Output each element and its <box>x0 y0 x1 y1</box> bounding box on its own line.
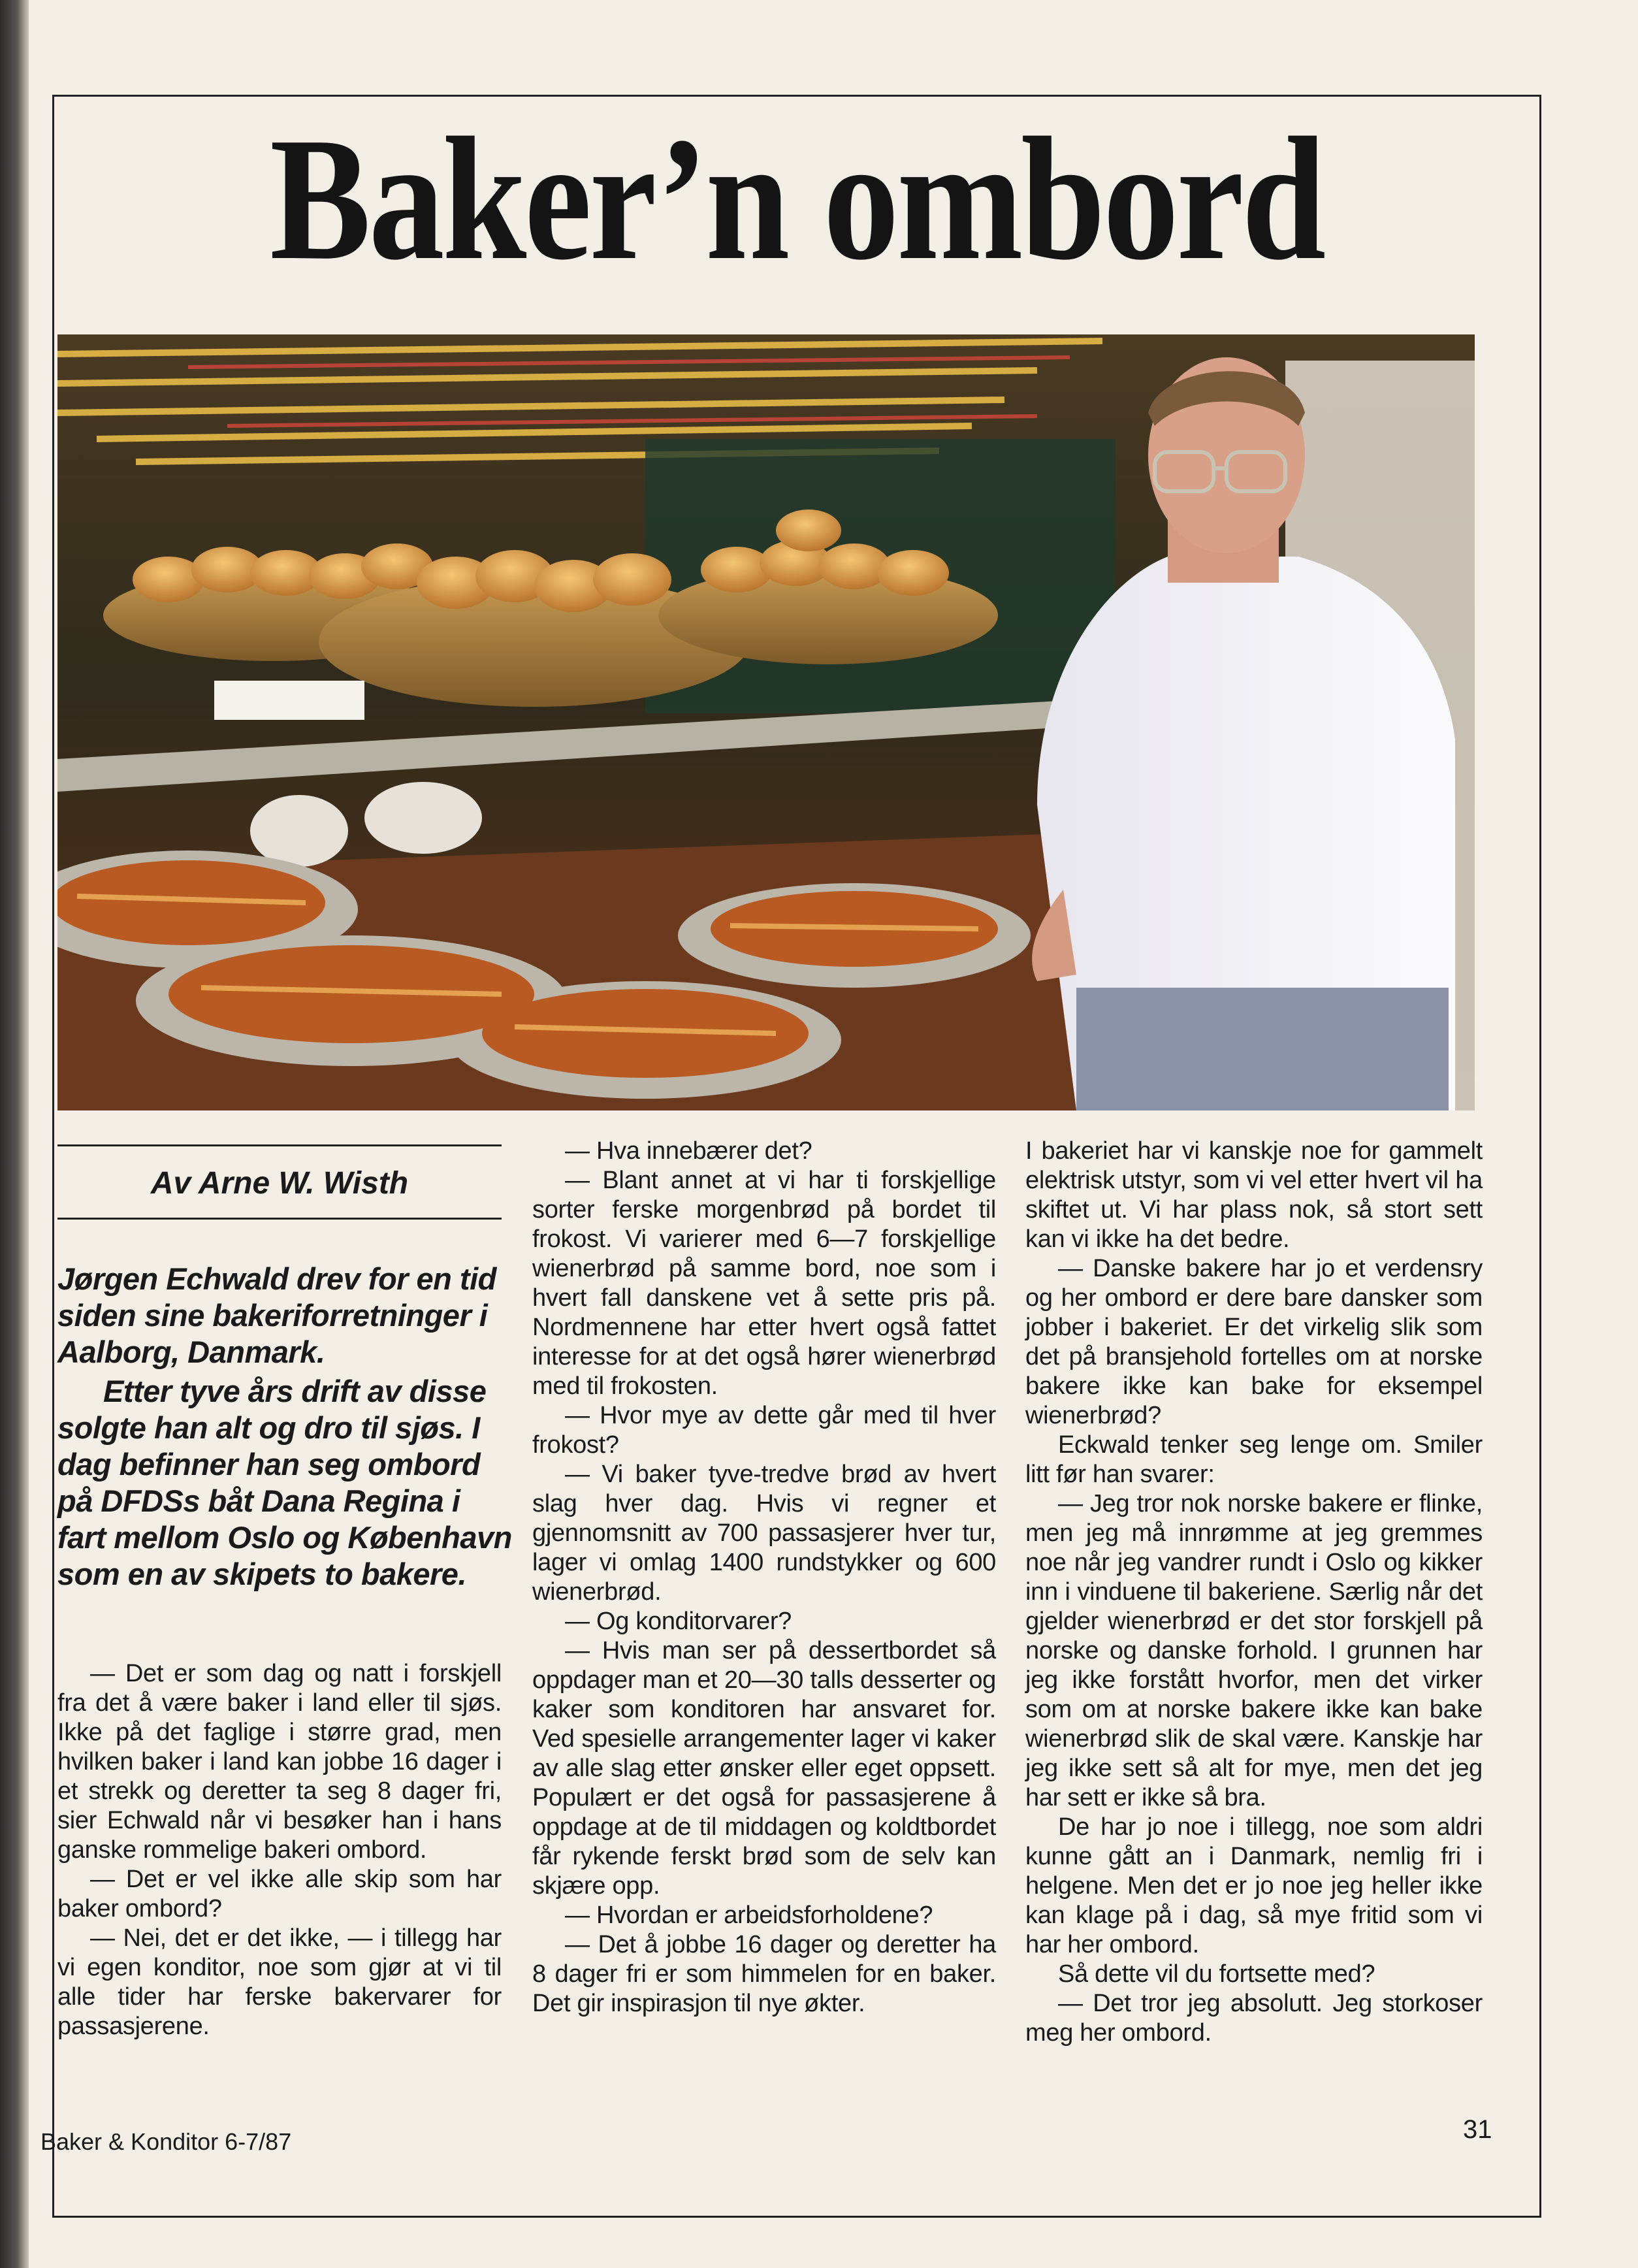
headline: Baker’n ombord <box>270 101 1324 297</box>
paragraph: Så dette vil du fortsette med? <box>1058 1960 1375 1988</box>
byline: Av Arne W. Wisth <box>150 1166 409 1201</box>
publication-footer: Baker & Konditor 6-7/87 <box>40 2128 292 2155</box>
paragraph: — Hva innebærer det? <box>565 1137 812 1165</box>
column-2 <box>532 1137 996 2018</box>
paragraph: I bakeriet har vi kanskje noe for gammelt elektrisk utstyr, som vi vel etter hvert vil ha skiftet ut. Vi har plass nok, så stort sett kan vi ikke ha det bedre. <box>1025 1137 1483 1253</box>
paragraph: — Jeg tror nok norske bakere er flinke, men jeg må innrømme at jeg gremmes noe når jeg vandrer rundt i Oslo og kikker inn i vinduene til bakeriene. Særlig når det gjelder wienerbrød er det stor forskjell på norske og danske forhold. I grunnen har jeg ikke forstått hvorfor, men det virker som om at norske bakere ikke kan bake wienerbrød slik de skal være. Kanskje har jeg ikke sett så alt for mye, men det jeg har sett er ikke så bra. <box>1025 1490 1483 1811</box>
lead-part-1: Jørgen Echwald drev for en tid siden sine bakeriforretninger i Aalborg, Danmark. <box>57 1261 496 1369</box>
paragraph: — Hvis man ser på dessertbordet så oppdager man et 20—30 talls desserter og kaker som konditoren har ansvaret for. Ved spesielle arrangementer lager vi kaker av alle slag etter ønsker eller eget oppsett. Populært er det også for passasjerene å oppdage at de til middagen og koldtbordet får rykende ferskt brød som de selv kan skjære opp. <box>532 1637 996 1900</box>
paragraph: — Det tror jeg absolutt. Jeg storkoser meg her ombord. <box>1025 1990 1483 2047</box>
paragraph: — Hvor mye av dette går med til hver frokost? <box>532 1402 996 1459</box>
paragraph: Eckwald tenker seg lenge om. Smiler litt før han svarer: <box>1025 1431 1483 1488</box>
paragraph: — Blant annet at vi har ti forskjellige sorter ferske morgenbrød på bordet til frokost. Vi varierer med 6—7 forskjellige wienerbrød på samme bord, noe som i hvert fall danskene vet å sette pris på. Nordmennene har etter hvert også fattet interesse for at det også hører wienerbrød med til frokosten. <box>532 1167 996 1400</box>
paragraph: — Det er vel ikke alle skip som har baker ombord? <box>57 1866 502 1922</box>
page-binding-edge <box>0 0 29 2268</box>
paragraph: — Og konditorvarer? <box>565 1608 792 1635</box>
byline-rule-bottom <box>57 1218 502 1220</box>
photo-baker-buffet-icon <box>57 334 1475 1110</box>
article-photo <box>57 334 1475 1110</box>
page-number: 31 <box>1463 2115 1492 2144</box>
paragraph: — Hvordan er arbeidsforholdene? <box>565 1902 933 1929</box>
byline-rule-top <box>57 1144 502 1146</box>
paragraph: — Vi baker tyve-tredve brød av hvert slag hver dag. Hvis vi regner et gjennomsnitt av 700 passasjerer hver tur, lager vi omlag 1400 rundstykker og 600 wienerbrød. <box>532 1461 996 1606</box>
lead-part-2: Etter tyve års drift av disse solgte han alt og dro til sjøs. I dag befinner han seg ombord på DFDSs båt Dana Regina i fart mellom Oslo og København som en av skipets to bakere. <box>57 1374 512 1591</box>
paragraph: — Danske bakere har jo et verdensry og her ombord er dere bare dansker som jobber i bakeriet. Er det virkelig slik som det på bransjehold fortelles om at norske bakere ikke kan bake for eksempel wienerbrød? <box>1025 1255 1483 1429</box>
paragraph: — Det er som dag og natt i forskjell fra det å være baker i land eller til sjøs. Ikke på det faglige i større grad, men hvilken baker i land kan jobbe 16 dager i et strekk og deretter ta seg 8 dager fri, sier Echwald når vi besøker han i hans ganske rommelige bakeri ombord. <box>57 1660 502 1864</box>
lead-paragraph <box>57 1261 515 1595</box>
column-3 <box>1025 1137 1483 2048</box>
column-1 <box>57 1659 502 2041</box>
paragraph: — Nei, det er det ikke, — i tillegg har vi egen konditor, noe som gjør at vi til alle tider har ferske bakervarer for passasjerene. <box>57 1924 502 2040</box>
paragraph: — Det å jobbe 16 dager og deretter ha 8 dager fri er som himmelen for en baker. Det gir inspirasjon til nye økter. <box>532 1931 996 2017</box>
paragraph: De har jo noe i tillegg, noe som aldri kunne gått an i Danmark, nemlig fri i helgene. Men det er jo noe jeg heller ikke kan klage på i dag, så mye fritid som vi har her ombord. <box>1025 1813 1483 1958</box>
